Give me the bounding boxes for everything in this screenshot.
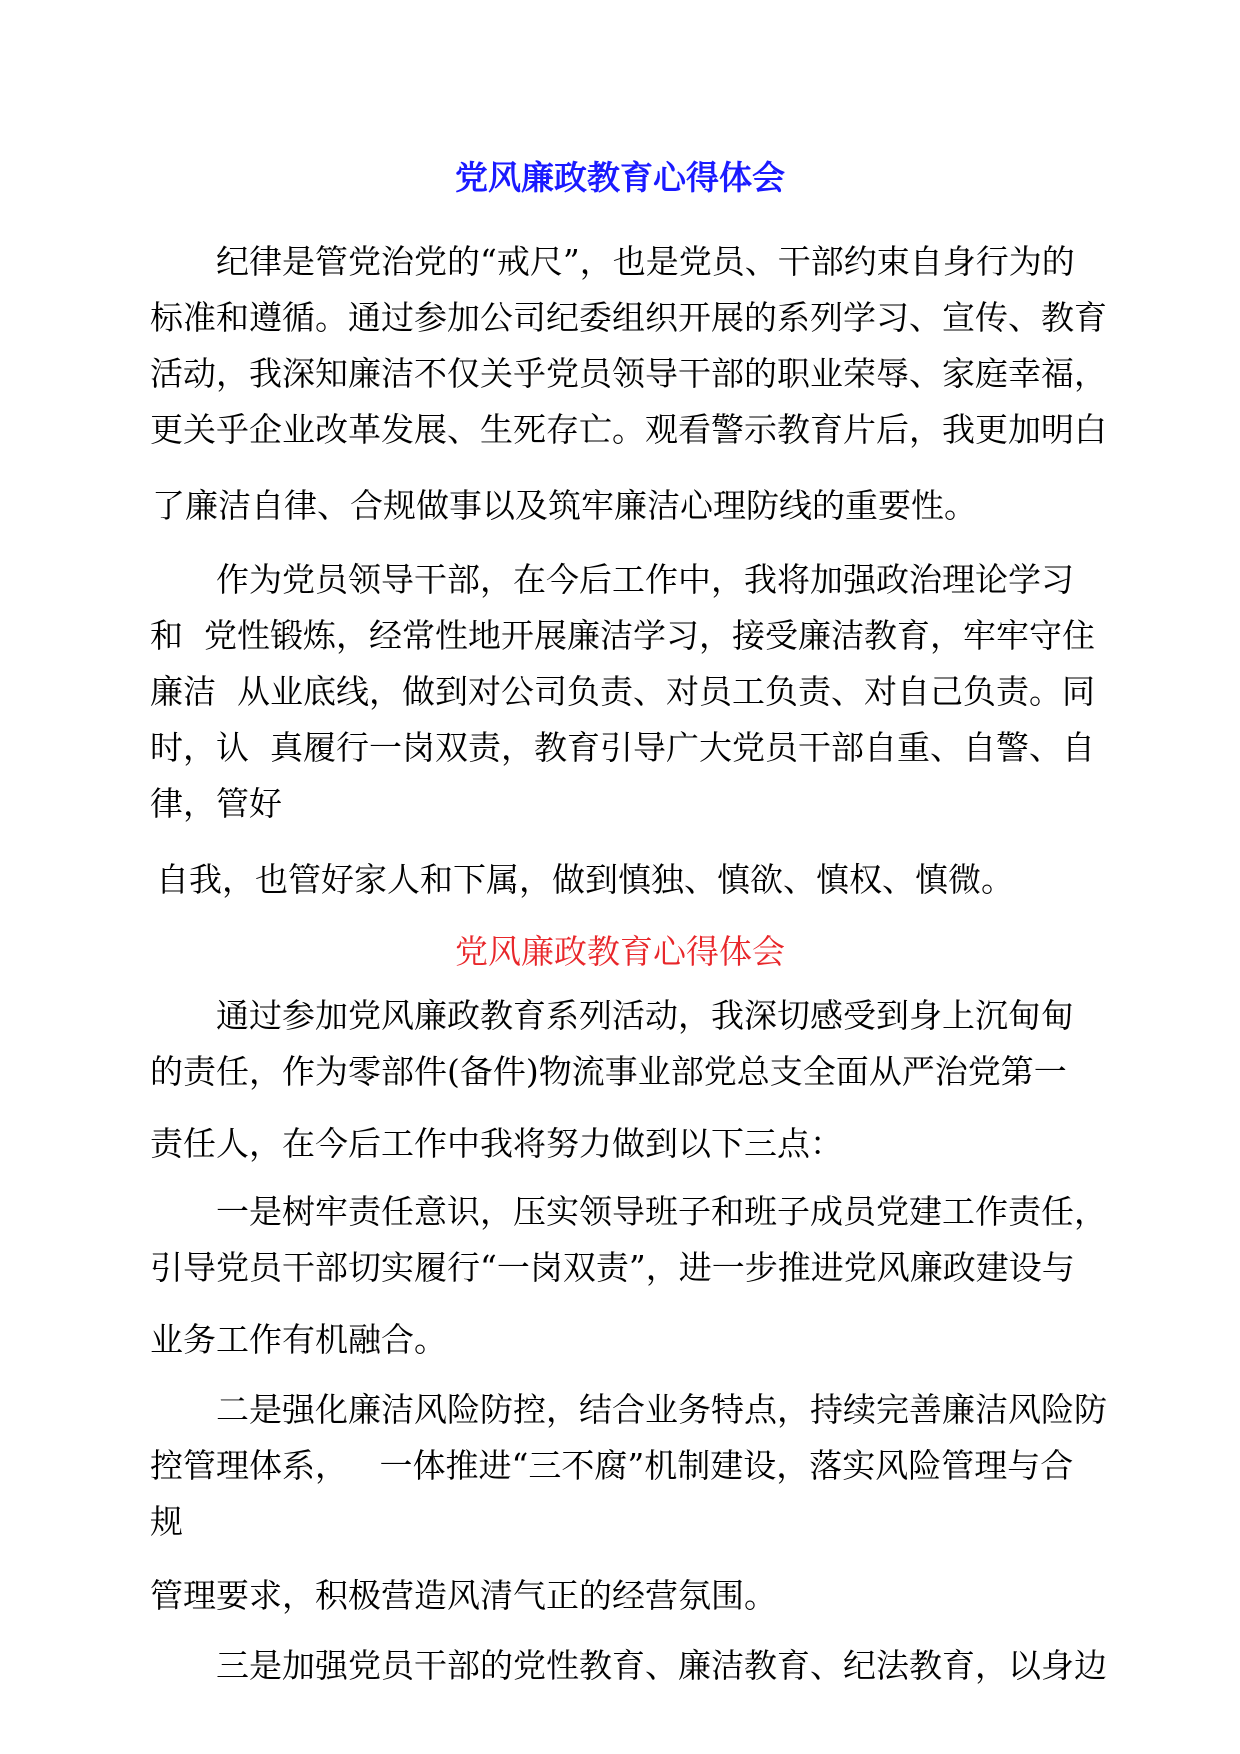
- body-line: 引导党员干部切实履行“一岗双责”，进一步推进党风廉政建设与: [150, 1248, 1075, 1287]
- body-line: 时，认 真履行一岗双责，教育引导广大党员干部自重、自警、自: [150, 728, 1095, 767]
- body-line: 和 党性锻炼，经常性地开展廉洁学习，接受廉洁教育，牢牢守住: [150, 616, 1095, 655]
- body-line: 通过参加党风廉政教育系列活动，我深切感受到身上沉甸甸: [150, 996, 1074, 1035]
- body-line: 责任人，在今后工作中我将努力做到以下三点：: [150, 1124, 843, 1163]
- body-line: 廉洁 从业底线，做到对公司负责、对员工负责、对自己负责。同: [150, 672, 1095, 711]
- body-line: 作为党员领导干部，在今后工作中，我将加强政治理论学习: [150, 560, 1074, 599]
- document-title: 党风廉政教育心得体会: [455, 158, 785, 197]
- body-line: 二是强化廉洁风险防控，结合业务特点，持续完善廉洁风险防: [150, 1390, 1107, 1429]
- body-line: 标准和遵循。通过参加公司纪委组织开展的系列学习、宣传、教育: [150, 298, 1107, 337]
- body-line: 更关乎企业改革发展、生死存亡。观看警示教育片后，我更加明白: [150, 410, 1107, 449]
- body-line: 三是加强党员干部的党性教育、廉洁教育、纪法教育，以身边: [150, 1646, 1107, 1685]
- body-line: 了廉洁自律、合规做事以及筑牢廉洁心理防线的重要性。: [152, 486, 977, 525]
- body-line: 律，管好: [150, 784, 282, 823]
- body-line: 纪律是管党治党的“戒尺”，也是党员、干部约束自身行为的: [150, 242, 1075, 281]
- body-line: 一是树牢责任意识，压实领导班子和班子成员党建工作责任，: [150, 1192, 1107, 1231]
- body-line: 自我，也管好家人和下属，做到慎独、慎欲、慎权、慎微。: [156, 860, 1014, 899]
- body-line: 控管理体系， 一体推进“三不腐”机制建设，落实风险管理与合: [150, 1446, 1074, 1485]
- body-line: 业务工作有机融合。: [150, 1320, 447, 1359]
- section-title: 党风廉政教育心得体会: [455, 932, 785, 971]
- body-line: 管理要求，积极营造风清气正的经营氛围。: [150, 1576, 777, 1615]
- body-line: 的责任，作为零部件(备件)物流事业部党总支全面从严治党第一: [150, 1052, 1067, 1091]
- body-line: 活动，我深知廉洁不仅关乎党员领导干部的职业荣辱、家庭幸福，: [150, 354, 1107, 393]
- body-line: 规: [150, 1502, 183, 1541]
